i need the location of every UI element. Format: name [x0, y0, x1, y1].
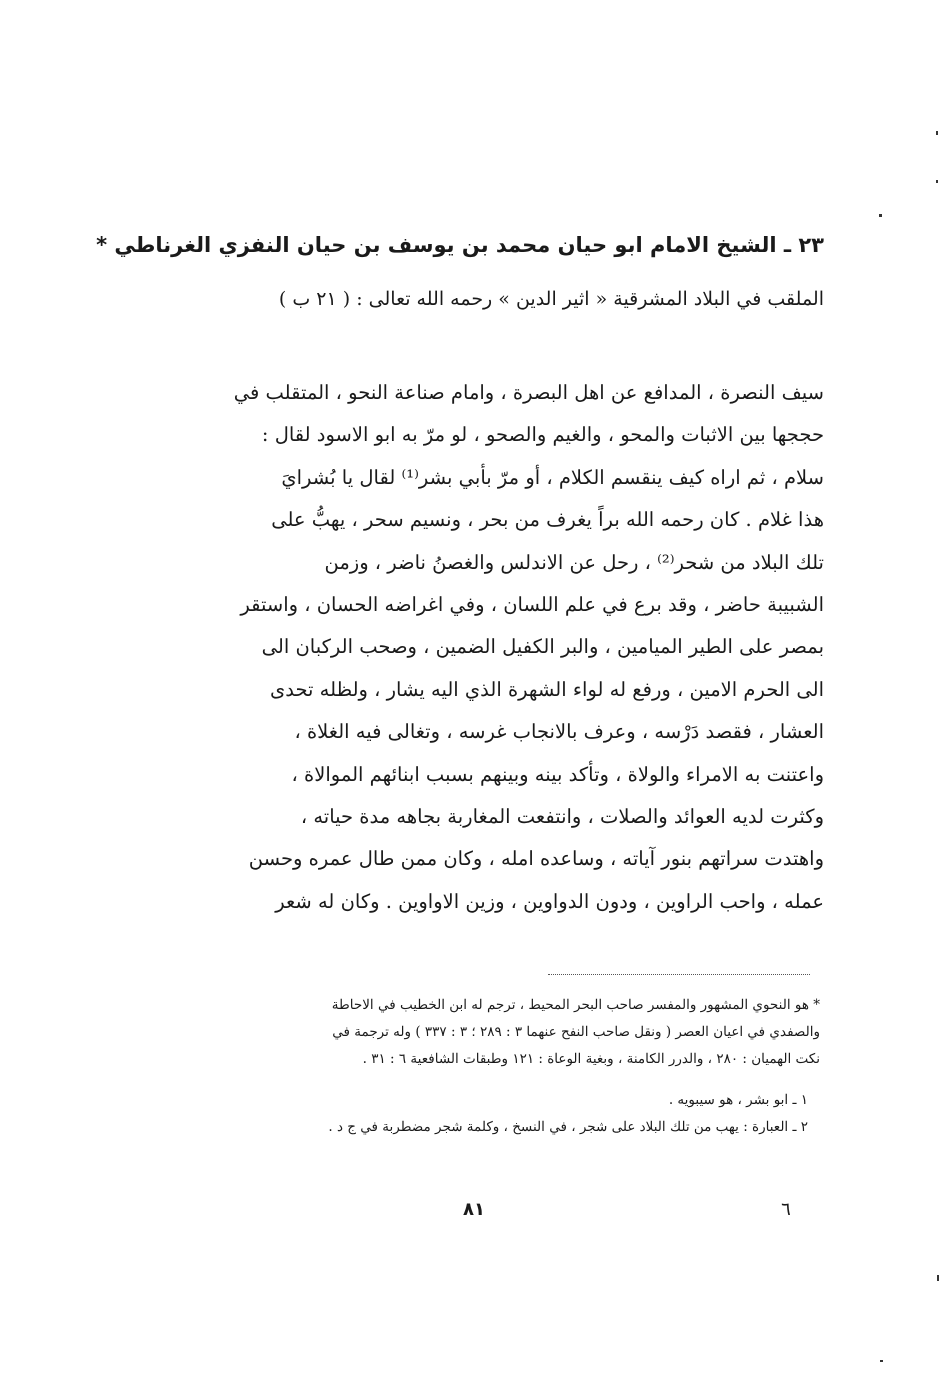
- body-line: هذا غلام . كان رحمه الله براً يغرف من بحر ، ونسيم سحر ، يهبُّ على: [271, 508, 824, 532]
- scan-mark: [937, 1275, 939, 1281]
- body-line: سلام ، ثم اراه كيف ينقسم الكلام ، أو مرّ بأبي بشر⁽¹⁾ لقال يا بُشرايَ: [281, 465, 824, 489]
- body-text: [119, 372, 824, 923]
- body-line: عمله ، واحب الراوين ، ودون الدواوين ، وزين الاواوين . وكان له شعر: [275, 889, 824, 913]
- footnote-separator: [548, 974, 810, 975]
- body-line: واعتنت به الامراء والولاة ، وتأكد بينه وبينهم بسبب ابنائهم الموالاة ،: [291, 762, 824, 786]
- signature-mark: ٦: [781, 1199, 791, 1220]
- scan-mark: [879, 214, 882, 217]
- body-line: سيف النصرة ، المدافع عن اهل البصرة ، وامام صناعة النحو ، المتقلب في: [233, 381, 824, 404]
- scan-mark: [936, 131, 938, 135]
- page-number: ٨١: [463, 1199, 485, 1220]
- scan-mark: [880, 1360, 883, 1362]
- body-line: حججها بين الاثبات والمحو ، والغيم والصحو ، لو مرّ به ابو الاسود لقال :: [261, 423, 824, 447]
- scan-mark: [936, 180, 938, 183]
- body-line: الشبيبة حاضر ، وقد برع في علم اللسان ، وفي اغراضه الحسان ، واستقر: [240, 592, 824, 616]
- entry-heading: ٢٣ ـ الشيخ الامام ابو حيان محمد بن يوسف بن حيان النفزي الغرناطي *: [96, 233, 824, 257]
- body-line: وكثرت لديه العوائد والصلات ، وانتفعت المغاربة بجاهه مدة حياته ،: [300, 804, 824, 828]
- footnotes: [120, 992, 820, 1141]
- body-line: تلك البلاد من شحر⁽²⁾ ، رحل عن الاندلس والغصنُ ناضر ، وزمن: [324, 550, 824, 574]
- body-line: بمصر على الطير الميامين ، والبر الكفيل الضمين ، وصحب الركبان الى: [261, 635, 824, 659]
- footnote-note: ١ ـ ابو بشر ، هو سيبويه .: [668, 1092, 808, 1108]
- footnote-line: نكت الهميان : ٢٨٠ ، والدرر الكامنة ، وبغية الوعاة : ١٢١ وطبقات الشافعية ٦ : ٣١ .: [362, 1051, 820, 1067]
- footnote-gap: [120, 1073, 820, 1087]
- body-line: العشار ، فقصد دَرْسه ، وعرف بالانجاب غرسه ، وتغالى فيه الغلاة ،: [294, 720, 824, 744]
- entry-subtitle: الملقب في البلاد المشرقية « اثير الدين » رحمه الله تعالى : ( ٢١ ب ): [278, 288, 824, 310]
- body-line: واهتدت سراتهم بنور آياته ، وساعده امله ، وكان ممن طال عمره وحسن: [248, 847, 824, 871]
- footnote-note: ٢ ـ العبارة : يهب من تلك البلاد على شجر ، في النسخ ، وكلمة شجر مضطربة في ج د .: [328, 1119, 808, 1135]
- body-line: الى الحرم الامين ، ورفع له لواء الشهرة الذي اليه يشار ، ولظله تحدى: [269, 677, 824, 701]
- footnote-line: * هو النحوي المشهور والمفسر صاحب البحر المحيط ، ترجم له ابن الخطيب في الاحاطة: [331, 997, 820, 1013]
- footnote-line: والصفدي في اعيان العصر ( ونقل صاحب النفح عنهما ٣ : ٢٨٩ ؛ ٣ : ٣٣٧ ) وله ترجمة في: [332, 1024, 820, 1040]
